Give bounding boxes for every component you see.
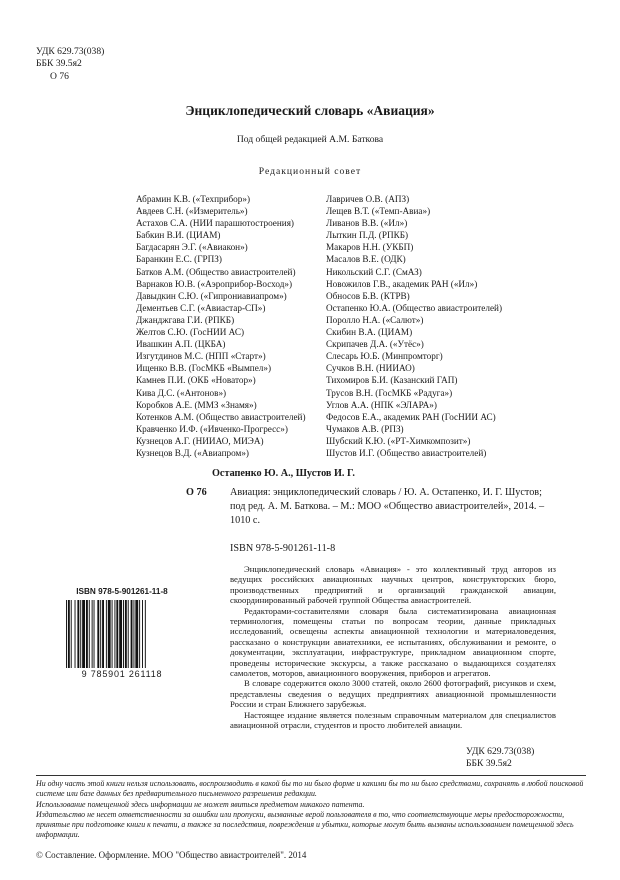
council-member: Лыткин П.Д. (РПКБ): [326, 230, 409, 241]
council-member: Никольский С.Г. (СмАЗ): [326, 266, 422, 277]
barcode-bar: [106, 600, 107, 668]
catalog-line-3: 1010 с.: [230, 515, 260, 526]
council-member: Ищенко В.В. (ГосМКБ «Вымпел»): [136, 363, 272, 374]
catalog-authors: Остапенко Ю. А., Шустов И. Г.: [212, 468, 355, 479]
council-member: Макаров Н.Н. (УКБП): [326, 242, 414, 253]
council-member: Астахов С.А. (НИИ парашютостроения): [136, 218, 294, 229]
barcode-digits: 9 785901 261118: [81, 669, 163, 679]
abstract-paragraph: В словаре содержится около 3000 статей, около 2600 фотографий, рисунков и схем, представлены сведения о ведущих предприятиях авиационной промышленности России и стран Ближнего зарубежья.: [230, 678, 556, 710]
barcode-bar: [92, 600, 93, 668]
catalog-line-2: под ред. А. М. Баткова. – М.: МОО «Общество авиастроителей», 2014. –: [230, 501, 545, 512]
council-member: Скибин В.А. (ЦИАМ): [326, 327, 413, 338]
barcode-bar: [94, 600, 95, 668]
council-member: Кузнецов В.Д. («Авиапром»): [136, 447, 249, 458]
council-member: Трусов В.Н. (ГосМКБ «Радуга»): [326, 387, 453, 398]
barcode-bar: [97, 600, 99, 668]
council-member: Ивашкин А.П. (ЦКБА): [136, 339, 226, 350]
copyright: © Составление. Оформление. МОО "Общество авиастроителей". 2014: [36, 850, 307, 860]
catalog-isbn: ISBN 978-5-901261-11-8: [230, 543, 336, 554]
barcode-bar: [145, 600, 146, 668]
barcode-bar: [100, 600, 101, 668]
barcode-bar: [80, 600, 81, 668]
council-member: Авдеев С.Н. («Измеритель»): [136, 206, 248, 217]
council-member: Коробков А.Е. (ММЗ «Знамя»): [136, 399, 257, 410]
barcode-bar: [114, 600, 115, 668]
abstract-paragraph: Энциклопедический словарь «Авиация» - это коллективный труд авторов из ведущих российских авиационных научных центров, конструкторских бюро, производственных предприятий и организаций гражданской авиации, скоординированный рабочей группой Общества авиастроителей.: [230, 564, 556, 606]
council-member: Новожилов Г.В., академик РАН («Ил»): [326, 278, 478, 289]
council-heading: Редакционный совет: [258, 166, 362, 177]
barcode-bar: [125, 600, 127, 668]
council-member: Ливанов В.В. («Ил»): [326, 218, 408, 229]
council-member: Лещев В.Т. («Темп-Авиа»): [326, 206, 431, 217]
divider: [36, 775, 586, 776]
council-member: Скрипачев Д.А. («Утёс»): [326, 339, 424, 350]
council-member: Поролло Н.А. («Салют»): [326, 314, 424, 325]
barcode-bar: [89, 600, 90, 668]
header-bbk: ББК 39.5я2: [36, 58, 82, 69]
council-member: Давыдкин С.Ю. («Гипрониавиапром»): [136, 290, 287, 301]
council-member: Федосов Е.А., академик РАН (ГосНИИ АС): [326, 411, 496, 422]
editor-line: Под общей редакцией А.М. Баткова: [236, 134, 384, 145]
barcode-bar: [128, 600, 129, 668]
legal-paragraph: Использование помещенной здесь информации не может явиться предметом никакого патента.: [36, 799, 365, 809]
legal-paragraph: Ни одну часть этой книги нельзя использовать, воспроизводить в какой бы то ни было форме и какими бы то ни было средствами, сохранять в любой поисковой системе или базе данных без предварительного письменного разрешения редакции.: [36, 779, 584, 799]
barcode-bar: [68, 600, 70, 668]
council-member: Кива Д.С. («Антонов»): [136, 387, 227, 398]
council-member: Батков А.М. (Общество авиастроителей): [136, 266, 296, 277]
council-member: Багдасарян Э.Г. («Авиакон»): [136, 242, 248, 253]
barcode-bar: [131, 600, 133, 668]
barcode-bars: [62, 600, 182, 668]
council-member: Желтов С.Ю. (ГосНИИ АС): [136, 327, 245, 338]
barcode-bar: [123, 600, 124, 668]
legal-notice: [36, 779, 588, 841]
council-member: Камнев П.И. (ОКБ «Новатор»): [136, 375, 256, 386]
council-member: Дементьев С.Г. («Авиастар-СП»): [136, 302, 266, 313]
header-code: О 76: [50, 71, 69, 82]
barcode-bar: [102, 600, 104, 668]
barcode-bar: [86, 600, 88, 668]
council-member: Варнаков Ю.В. («Аэроприбор-Восход»): [136, 278, 293, 289]
barcode-bar: [108, 600, 111, 668]
council-member: Изгутдинов М.С. (НПП «Старт»): [136, 351, 266, 362]
council-right-column: [326, 193, 502, 459]
barcode-bar: [142, 600, 143, 668]
abstract-paragraph: Настоящее издание является полезным справочным материалом для специалистов авиационной отрасли, студентов и просто любителей авиации.: [230, 709, 556, 731]
council-member: Углов А.А. (НПК «ЭЛАРА»): [326, 399, 437, 410]
council-member: Шустов И.Г. (Общество авиастроителей): [326, 447, 487, 458]
book-title: Энциклопедический словарь «Авиация»: [185, 103, 435, 118]
barcode-bar: [135, 600, 138, 668]
council-member: Лавричев О.В. (АПЗ): [326, 194, 410, 204]
legal-paragraph: Издательство не несет ответственности за ошибки или пропуски, вызванные верой пользователя в то, что соответствующие меры предосторожности, принятые при подготовке книги к печати, а также за последствия, повреждения и убытки, которые могут быть вызваны использованием помещенной здесь информации.: [36, 809, 574, 840]
catalog-code: О 76: [186, 487, 207, 498]
council-member: Кузнецов А.Г. (НИИАО, МИЭА): [136, 435, 264, 446]
barcode-bar: [77, 600, 79, 668]
council-member: Обносов Б.В. (КТРВ): [326, 290, 410, 301]
barcode-bar: [66, 600, 67, 668]
council-member: Баранкин Е.С. (ГРПЗ): [136, 254, 222, 265]
barcode-bar: [139, 600, 140, 668]
council-member: Остапенко Ю.А. (Общество авиастроителей): [326, 302, 503, 313]
council-member: Джанджгава Г.И. (РПКБ): [136, 314, 235, 325]
barcode-bar: [75, 600, 76, 668]
barcode-bar: [112, 600, 113, 668]
barcode-bar: [119, 600, 122, 668]
header-udk: УДК 629.73(038): [36, 46, 105, 57]
abstract-paragraph: Редакторами-составителями словаря была систематизирована авиационная терминология, помещены статьи по вопросам теории, данные прикладных исследований, освещены аспекты авиационной технологии и материаловедения, рассказано о конструкции авиатехники, ее испытаниях, обслуживании и ремонте, о документации, эксплуатации, инфраструктуре, прикладном авиационном спорте, проведены исторические экскурсы, а также рассказано о выдающихся создателях самолетов, моторов, авиационного вооружения, приборов и агрегатов.: [230, 605, 556, 679]
council-member: Масалов В.Е. (ОДК): [326, 254, 406, 265]
council-member: Котенков А.М. (Общество авиастроителей): [136, 411, 306, 422]
abstract: [230, 564, 556, 731]
council-left-column: [136, 193, 306, 459]
footer-bbk: ББК 39.5я2: [466, 758, 512, 769]
council-member: Слесарь Ю.Б. (Минпромторг): [326, 351, 443, 362]
council-member: Бабкин В.И. (ЦИАМ): [136, 230, 221, 241]
council-member: Шубский К.Ю. («РТ-Химкомпозит»): [326, 435, 471, 446]
council-member: Абрамин К.В. («Техприбор»): [136, 194, 251, 204]
catalog-line-1: Авиация: энциклопедический словарь / Ю. А. Остапенко, И. Г. Шустов;: [230, 487, 542, 498]
barcode-block: [62, 586, 182, 680]
council-member: Кравченко И.Ф. («Ивченко-Прогресс»): [136, 423, 288, 434]
barcode-bar: [116, 600, 118, 668]
council-member: Чумаков А.В. (РПЗ): [326, 423, 404, 434]
footer-udk: УДК 629.73(038): [466, 746, 535, 757]
council-member: Сучков В.Н. (НИИАО): [326, 363, 415, 374]
barcode-bar: [133, 600, 134, 668]
barcode-bar: [82, 600, 85, 668]
barcode-isbn-label: ISBN 978-5-901261-11-8: [76, 587, 168, 596]
barcode-bar: [71, 600, 72, 668]
council-member: Тихомиров Б.И. (Казанский ГАП): [326, 375, 458, 386]
